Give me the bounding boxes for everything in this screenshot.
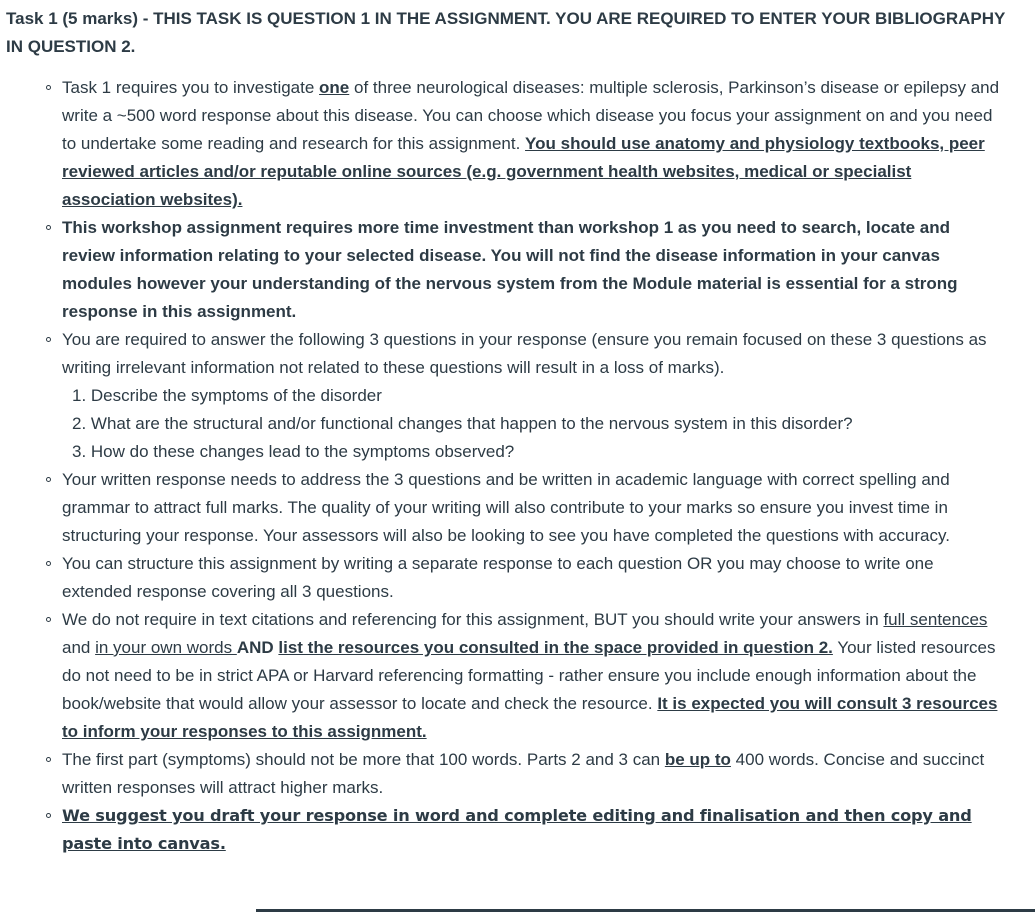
list-item (62, 326, 1006, 466)
emphasis-text: be up to (664, 750, 731, 769)
emphasis-text: one (319, 78, 350, 97)
list-item (62, 746, 1006, 802)
item-text: 400 words. Concise and succinct written responses will attract higher marks. (62, 750, 985, 797)
list-item (62, 74, 1006, 214)
question-item: 2. What are the structural and/or functional changes that happen to the nervous system in this disorder? (72, 414, 853, 433)
item-text: Your listed resources do not need to be in strict APA or Harvard referencing formatting - rather ensure you include enough information about the book/website that would allow your assessor to locate and check the resource. (62, 638, 996, 713)
question-item: 1. Describe the symptoms of the disorder (72, 386, 382, 405)
item-text: We do not require in text citations and referencing for this assignment, BUT you should write your answers in (62, 610, 884, 629)
item-text: of three neurological diseases: multiple sclerosis, Parkinson’s disease or epilepsy and write a ~500 word response about this disease. You can choose which disease you focus your assignment on and you need to undertake some reading and research for this assignment. (62, 78, 1000, 153)
emphasis-text: list the resources you consulted in the space provided in question 2. (278, 638, 833, 657)
list-item: We suggest you draft your response in word and complete editing and finalisation and then copy and paste into canvas. (62, 802, 1006, 858)
task-heading: Task 1 (5 marks) - THIS TASK IS QUESTION 1 IN THE ASSIGNMENT. YOU ARE REQUIRED TO ENTER YOUR BIBLIOGRAPHY IN QUESTION 2. (6, 9, 1006, 56)
list-item: Your written response needs to address the 3 questions and be written in academic language with correct spelling and grammar to attract full marks. The quality of your writing will also contribute to your marks so ensure you invest time in structuring your response. Your assessors will also be looking to see you have completed the questions with accuracy. (62, 466, 1006, 550)
list-item: You can structure this assignment by writing a separate response to each question OR you may choose to write one extended response covering all 3 questions. (62, 550, 1006, 606)
emphasis-text: You should use anatomy and physiology textbooks, peer reviewed articles and/or reputable online sources (e.g. government health websites, medical or specialist association websites). (62, 134, 985, 209)
emphasis-text: in your own words (95, 638, 237, 657)
assignment-content (6, 5, 1006, 858)
item-text: Task 1 requires you to investigate (62, 78, 320, 97)
question-list (62, 382, 1006, 466)
list-item (62, 606, 1006, 746)
item-text: The first part (symptoms) should not be more that 100 words. Parts 2 and 3 can (62, 750, 665, 769)
emphasis-text: AND (236, 638, 279, 657)
item-text: and (62, 638, 96, 657)
item-text: You are required to answer the following 3 questions in your response (ensure you remain focused on these 3 questions as writing irrelevant information not related to these questions will result in a loss of marks). (62, 330, 987, 377)
emphasis-text: full sentences (883, 610, 988, 629)
instruction-list (6, 74, 1006, 858)
question-item: 3. How do these changes lead to the symptoms observed? (72, 442, 515, 461)
emphasis-text: It is expected you will consult 3 resources to inform your responses to this assignment. (62, 694, 998, 741)
list-item: This workshop assignment requires more time investment than workshop 1 as you need to search, locate and review information relating to your selected disease. You will not find the disease information in your canvas modules however your understanding of the nervous system from the Module material is essential for a strong response in this assignment. (62, 214, 1006, 326)
